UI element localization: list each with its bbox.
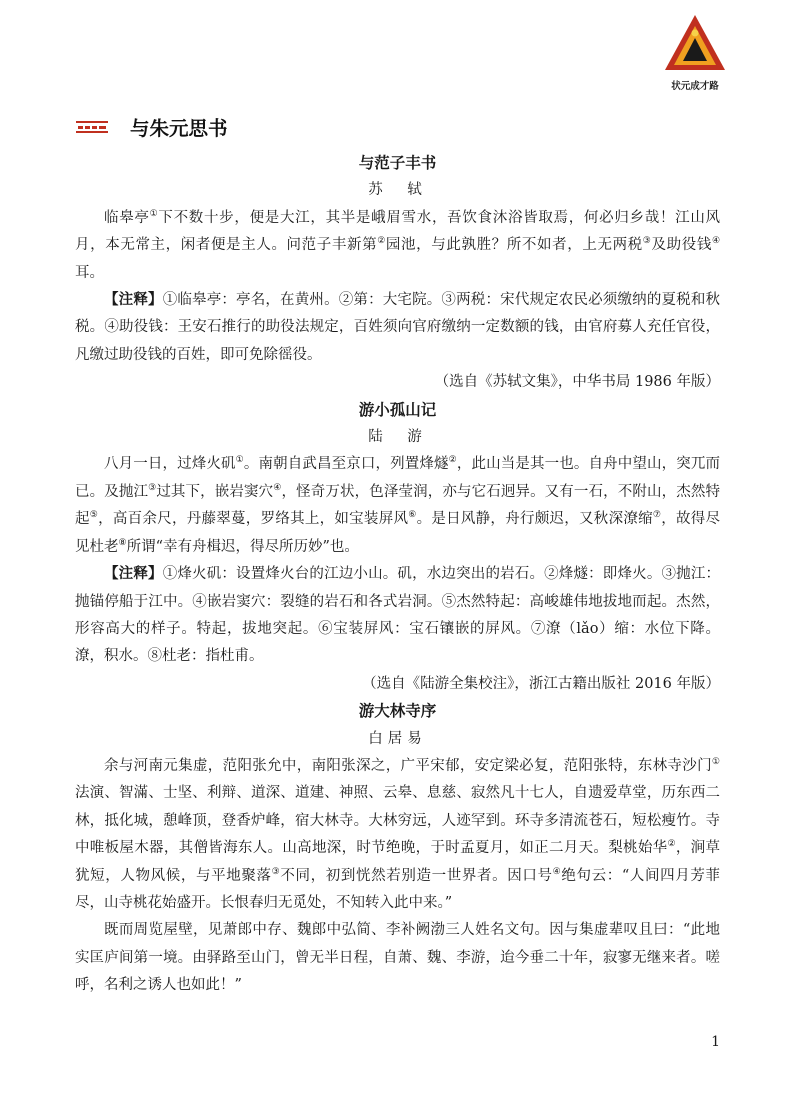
header-ornament-icon	[76, 121, 108, 133]
paragraph-text: 既而周览屋壁，见萧郎中存、魏郎中弘简、李补阙渤三人姓名文句。因与集虚辈叹且曰：“此地实匡庐间第一境。由驿路至山门，曾无半日程，自萧、魏、李游，迨今垂二十年，寂寥无继来者。嗟呼，名利之诱人也如此！”	[75, 922, 720, 994]
paragraph-text: ，此山当是其一也。自舟中望山，突兀而已。及抛江	[75, 456, 721, 500]
annotation-text: ①烽火矶：设置烽火台的江边小山。矶，水边突出的岩石。②烽燧：即烽火。③抛江：抛锚停船于江中。④嵌岩窦穴：裂缝的岩石和各式岩洞。⑤杰然特起：高峻雄伟地拔地而起。杰然，形容高大的样子。特起，拔地突起。⑥宝装屏风：宝石镶嵌的屏风。⑦潦（lǎo）缩：水位下降。潦，积水。⑧杜老：指杜甫。	[75, 566, 721, 665]
paragraph-text: ，怪奇万状，色泽莹润，亦与它石迥异。又有一石，不附山，杰然特起	[75, 483, 721, 528]
section-author: 陆 游	[368, 429, 427, 446]
paragraph-text: 八月一日，过烽火矶	[104, 456, 236, 473]
publisher-logo	[662, 12, 728, 98]
paragraph-text: ，高百余尺，丹藤翠蔓，罗络其上，如宝装屏风	[98, 511, 409, 528]
paragraph-text: 过其下，嵌岩窦穴	[156, 483, 274, 500]
section-author: 白居易	[368, 730, 427, 747]
paragraph-text: 。南朝自武昌至京口，列置烽燧	[243, 456, 449, 473]
footnote-marker: ⑥	[408, 510, 417, 521]
source-citation: （选自《陆游全集校注》，浙江古籍出版社 2016 年版）	[362, 675, 720, 692]
paragraph-text: 所谓“幸有舟楫迟，得尽所历妙”也。	[126, 538, 359, 555]
footnote-marker: ②	[377, 236, 386, 247]
section-title: 游大林寺序	[358, 702, 437, 721]
paragraph-text: 不同，初到恍然若别造一世界者。因口号	[280, 867, 553, 884]
paragraph-text: 法演、智滿、士坚、利辩、道深、道建、神照、云皋、息慈、寂然凡十七人，自遗爱草堂，历东西二林，抵化城，憩峰顶，登香炉峰，宿大林寺。大林穷远，人迹罕到。环寺多清流苍石，短松瘦竹。寺中唯板屋木器，其僧皆海东人。山高地深，时节绝晚，于时孟夏月，如正二月天。梨桃始华	[75, 785, 720, 857]
paragraph-text: ，故得尽见杜老	[75, 511, 721, 555]
footnote-marker: ④	[273, 483, 282, 494]
annotation-text: ①临皋亭：亭名，在黄州。②第：大宅院。③两税：宋代规定农民必须缴纳的夏税和秋税。④助役钱：王安石推行的助役法规定，百姓须向官府缴纳一定数额的钱，由官府募人充任官役，凡缴过助役钱的百姓，即可免除徭役。	[75, 292, 721, 363]
footnote-marker: ④	[552, 866, 562, 877]
source-citation: （选自《苏轼文集》，中华书局 1986 年版）	[434, 374, 720, 391]
paragraph-text: 耳。	[75, 264, 104, 281]
paragraph-text: ，涧草犹短，人物风候，与平地聚落	[75, 840, 720, 884]
paragraph-text: 下不数十步，便是大江，其半是峨眉雪水，吾饮食沐浴皆取焉，何必归乡哉！江山风月，本无常主，闲者便是主人。问范子丰新第	[75, 209, 721, 254]
section-title: 游小孤山记	[358, 400, 437, 419]
body-paragraph	[75, 451, 720, 561]
page-title: 与朱元思书	[130, 117, 228, 140]
section-author: 苏 轼	[368, 182, 427, 199]
paragraph-text: 园池，与此孰胜？所不如者，上无两税	[385, 237, 643, 254]
page-header	[76, 113, 228, 141]
annotation-paragraph	[75, 287, 720, 369]
paragraph-text: 临皋亭	[104, 209, 150, 226]
footnote-marker: ⑤	[89, 510, 99, 521]
footnote-marker: ③	[271, 866, 281, 877]
page-number: 1	[711, 1034, 720, 1050]
footnote-marker: ②	[448, 455, 457, 466]
body-paragraph	[75, 205, 720, 287]
paragraph-text: 绝句云：“人间四月芳菲尽，山寺桃花始盛开。长恨春归无觅处，不知转入此中来。”	[75, 867, 721, 911]
annotation-label: 【注释】	[104, 566, 163, 583]
logo-icon	[662, 12, 728, 76]
article-body	[75, 150, 720, 1000]
annotation-label: 【注释】	[104, 292, 163, 309]
footnote-marker: ⑧	[118, 537, 127, 548]
logo-text: 状元成才路	[671, 81, 719, 92]
footnote-marker: ②	[667, 839, 676, 850]
paragraph-text: 余与河南元集虚，范阳张允中，南阳张深之，广平宋郁，安定梁必复，范阳张特，东林寺沙门	[104, 757, 712, 774]
footnote-marker: ①	[711, 757, 720, 768]
annotation-paragraph	[75, 561, 720, 671]
footnote-marker: ①	[235, 455, 244, 466]
footnote-marker: ⑦	[652, 510, 662, 521]
footnote-marker: ③	[148, 483, 157, 494]
footnote-marker: ①	[149, 208, 159, 219]
footnote-marker: ④	[711, 236, 721, 247]
footnote-marker: ③	[642, 236, 652, 247]
section-title: 与范子丰书	[358, 154, 437, 172]
paragraph-text: 。是日风静，舟行颇迟，又秋深潦缩	[416, 511, 653, 528]
paragraph-text: 及助役钱	[651, 237, 712, 254]
body-paragraph	[75, 753, 720, 917]
body-paragraph	[75, 917, 720, 999]
